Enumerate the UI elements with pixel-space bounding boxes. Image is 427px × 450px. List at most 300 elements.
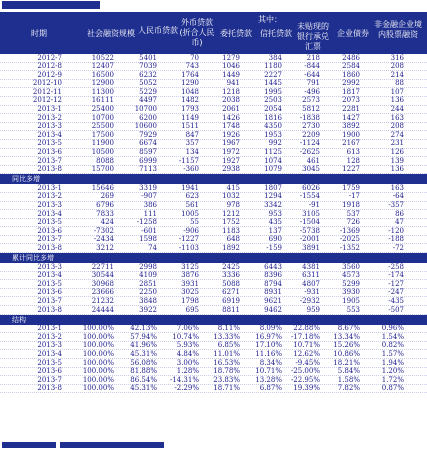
value-cell: 1860 bbox=[342, 70, 360, 79]
value-cell: 88 bbox=[395, 79, 404, 88]
value-cell: 139 bbox=[390, 156, 404, 165]
period-cell: 2012-7 bbox=[37, 53, 62, 62]
value-cell: 100.00% bbox=[82, 341, 114, 350]
value-cell: 1953 bbox=[264, 130, 282, 139]
value-cell: -25.00% bbox=[290, 367, 320, 376]
value-cell: 953 bbox=[268, 209, 282, 218]
period-cell: 2013-1 bbox=[37, 105, 62, 114]
value-cell: -258 bbox=[388, 262, 404, 271]
value-cell: 1905 bbox=[342, 296, 360, 305]
value-cell: 2573 bbox=[302, 96, 320, 105]
value-cell: 695 bbox=[185, 305, 199, 314]
value-cell: 15646 bbox=[91, 183, 114, 192]
value-cell: 30544 bbox=[91, 271, 114, 280]
period-cell: 2013-1 bbox=[37, 183, 62, 192]
value-cell: 2281 bbox=[342, 105, 360, 114]
value-cell: 553 bbox=[346, 305, 360, 314]
value-cell: 6200 bbox=[139, 113, 157, 122]
value-cell: 10500 bbox=[91, 148, 114, 157]
table-body bbox=[0, 54, 427, 393]
col-header: 未贴现的银行承兑汇票 bbox=[297, 22, 329, 51]
value-cell: 8811 bbox=[222, 305, 240, 314]
value-cell: -5738 bbox=[299, 226, 320, 235]
value-cell: 18.71% bbox=[213, 384, 240, 393]
period-cell: 2013-2 bbox=[37, 113, 62, 122]
period-cell: 2013-4 bbox=[37, 271, 62, 280]
value-cell: 1941 bbox=[181, 183, 199, 192]
value-cell: 1748 bbox=[222, 122, 240, 131]
value-cell: 18.78% bbox=[213, 367, 240, 376]
value-cell: 2054 bbox=[264, 105, 282, 114]
value-cell: 613 bbox=[346, 148, 360, 157]
period-cell: 2013-5 bbox=[37, 218, 62, 227]
period-cell: 2013-8 bbox=[37, 384, 62, 393]
value-cell: -1369 bbox=[339, 226, 360, 235]
value-cell: 1005 bbox=[181, 209, 199, 218]
title-block bbox=[2, 1, 100, 9]
value-cell: 3025 bbox=[181, 288, 199, 297]
value-cell: 1.94% bbox=[381, 358, 404, 367]
value-cell: -188 bbox=[388, 235, 404, 244]
value-cell: 3876 bbox=[181, 271, 199, 280]
value-cell: 111 bbox=[143, 209, 157, 218]
value-cell: 163 bbox=[390, 113, 404, 122]
value-cell: 2503 bbox=[264, 96, 282, 105]
value-cell: 1125 bbox=[264, 148, 282, 157]
value-cell: -64 bbox=[392, 192, 404, 201]
value-cell: 136 bbox=[390, 96, 404, 105]
value-cell: 3105 bbox=[302, 209, 320, 218]
period-cell: 2013-5 bbox=[37, 139, 62, 148]
value-cell: 1.20% bbox=[381, 367, 404, 376]
period-cell: 2013-2 bbox=[37, 332, 62, 341]
value-cell: 1294 bbox=[264, 192, 282, 201]
value-cell: 8597 bbox=[139, 148, 157, 157]
value-cell: 22711 bbox=[91, 262, 114, 271]
value-cell: 16.97% bbox=[255, 332, 282, 341]
value-cell: 25400 bbox=[91, 105, 114, 114]
value-cell: 5.93% bbox=[176, 341, 199, 350]
value-cell: 231 bbox=[390, 139, 404, 148]
period-cell: 2013-6 bbox=[37, 367, 62, 376]
value-cell: 5229 bbox=[139, 87, 157, 96]
value-cell: 100.00% bbox=[82, 367, 114, 376]
footer-bar bbox=[0, 438, 427, 450]
value-cell: -120 bbox=[388, 226, 404, 235]
value-cell: 3922 bbox=[139, 305, 157, 314]
period-cell: 2013-6 bbox=[37, 148, 62, 157]
value-cell: 24444 bbox=[91, 305, 114, 314]
value-cell: 17.10% bbox=[255, 341, 282, 350]
value-cell: 1.57% bbox=[381, 349, 404, 358]
value-cell: 7833 bbox=[96, 209, 114, 218]
value-cell: 11.16% bbox=[255, 349, 282, 358]
value-cell: 6919 bbox=[222, 296, 240, 305]
value-cell: 2250 bbox=[139, 288, 157, 297]
value-cell: 23.83% bbox=[213, 375, 240, 384]
value-cell: 3560 bbox=[342, 262, 360, 271]
value-cell: 1926 bbox=[222, 130, 240, 139]
value-cell: 4.84% bbox=[176, 349, 199, 358]
value-cell: 5.84% bbox=[337, 367, 360, 376]
period-cell: 2013-7 bbox=[37, 235, 62, 244]
value-cell: 8396 bbox=[264, 271, 282, 280]
value-cell: 41.96% bbox=[130, 341, 157, 350]
value-cell: 10522 bbox=[91, 53, 114, 62]
value-cell: 10.74% bbox=[172, 332, 199, 341]
value-cell: -1103 bbox=[178, 243, 199, 252]
value-cell: -2.29% bbox=[174, 384, 199, 393]
value-cell: 7.82% bbox=[337, 384, 360, 393]
value-cell: 1752 bbox=[222, 218, 240, 227]
value-cell: 1227 bbox=[342, 165, 360, 174]
value-cell: -17.18% bbox=[290, 332, 320, 341]
value-cell: 12900 bbox=[91, 79, 114, 88]
value-cell: -496 bbox=[304, 87, 320, 96]
value-cell: -174 bbox=[388, 271, 404, 280]
period-cell: 2013-3 bbox=[37, 122, 62, 131]
value-cell: 57.94% bbox=[130, 332, 157, 341]
value-cell: 11.01% bbox=[213, 349, 240, 358]
value-cell: 2998 bbox=[139, 262, 157, 271]
value-cell: 13.28% bbox=[255, 375, 282, 384]
value-cell: 8794 bbox=[264, 279, 282, 288]
value-cell: 126 bbox=[390, 148, 404, 157]
value-cell: 4381 bbox=[302, 262, 320, 271]
value-cell: -1227 bbox=[178, 235, 199, 244]
value-cell: 269 bbox=[100, 192, 114, 201]
value-cell: 1972 bbox=[222, 148, 240, 157]
value-cell: 1918 bbox=[342, 201, 360, 209]
value-cell: 8.09% bbox=[259, 324, 282, 333]
value-cell: -91 bbox=[308, 201, 320, 209]
period-cell: 2013-8 bbox=[37, 165, 62, 174]
value-cell: 1290 bbox=[181, 79, 199, 88]
value-cell: 100.00% bbox=[82, 375, 114, 384]
value-cell: 16.53% bbox=[213, 358, 240, 367]
value-cell: 3931 bbox=[181, 279, 199, 288]
value-cell: 100.00% bbox=[82, 349, 114, 358]
value-cell: -247 bbox=[388, 288, 404, 297]
value-cell: 1.58% bbox=[337, 375, 360, 384]
value-cell: 6999 bbox=[139, 156, 157, 165]
value-cell: 1967 bbox=[222, 139, 240, 148]
value-cell: 1048 bbox=[181, 87, 199, 96]
value-cell: -1352 bbox=[339, 243, 360, 252]
value-cell: 2038 bbox=[222, 96, 240, 105]
value-cell: 25500 bbox=[91, 122, 114, 131]
value-cell: 3342 bbox=[264, 201, 282, 209]
value-cell: 2209 bbox=[302, 130, 320, 139]
value-cell: 10.71% bbox=[293, 341, 320, 350]
value-cell: 8931 bbox=[264, 288, 282, 297]
value-cell: 16111 bbox=[91, 96, 114, 105]
value-cell: 5812 bbox=[302, 105, 320, 114]
section-header: 同比多增 bbox=[0, 174, 427, 184]
value-cell: 2073 bbox=[342, 96, 360, 105]
value-cell: 12.62% bbox=[293, 349, 320, 358]
period-cell: 2013-5 bbox=[37, 358, 62, 367]
value-cell: 45.31% bbox=[130, 384, 157, 393]
value-cell: -7302 bbox=[93, 226, 114, 235]
value-cell: -644 bbox=[304, 70, 320, 79]
value-cell: 6443 bbox=[264, 262, 282, 271]
value-cell: 12407 bbox=[91, 62, 114, 71]
value-cell: 19.39% bbox=[293, 384, 320, 393]
period-cell: 2012-10 bbox=[32, 79, 62, 88]
value-cell: -2434 bbox=[93, 235, 114, 244]
value-cell: 86.54% bbox=[130, 375, 157, 384]
value-cell: 11900 bbox=[91, 139, 114, 148]
value-cell: 791 bbox=[306, 79, 320, 88]
value-cell: 3.00% bbox=[176, 358, 199, 367]
value-cell: 1218 bbox=[222, 87, 240, 96]
value-cell: 959 bbox=[306, 305, 320, 314]
table-row bbox=[0, 385, 427, 394]
value-cell: 128 bbox=[346, 156, 360, 165]
value-cell: -1504 bbox=[299, 218, 320, 227]
value-cell: 1.28% bbox=[176, 367, 199, 376]
value-cell: 1427 bbox=[342, 113, 360, 122]
period-cell: 2013-7 bbox=[37, 156, 62, 165]
value-cell: 978 bbox=[226, 201, 240, 209]
period-cell: 2013-8 bbox=[37, 305, 62, 314]
value-cell: 537 bbox=[346, 209, 360, 218]
value-cell: -2025 bbox=[339, 235, 360, 244]
value-cell: 1817 bbox=[342, 87, 360, 96]
value-cell: 6311 bbox=[302, 271, 320, 280]
value-cell: 22.88% bbox=[293, 324, 320, 333]
value-cell: 1279 bbox=[222, 53, 240, 62]
value-cell: -844 bbox=[304, 62, 320, 71]
table-row bbox=[0, 244, 427, 253]
value-cell: 1079 bbox=[264, 165, 282, 174]
value-cell: -1258 bbox=[136, 218, 157, 227]
value-cell: 100.00% bbox=[82, 332, 114, 341]
value-cell: 1032 bbox=[222, 192, 240, 201]
value-cell: 1212 bbox=[222, 209, 240, 218]
value-cell: 3892 bbox=[342, 122, 360, 131]
footer-block bbox=[60, 442, 164, 448]
value-cell: 0.87% bbox=[381, 384, 404, 393]
header-note: 其中： bbox=[258, 15, 282, 24]
value-cell: 1.72% bbox=[381, 375, 404, 384]
value-cell: 1759 bbox=[342, 183, 360, 192]
value-cell: -2625 bbox=[299, 148, 320, 157]
section-header: 结构 bbox=[0, 315, 427, 325]
value-cell: -1838 bbox=[299, 113, 320, 122]
value-cell: 316 bbox=[390, 53, 404, 62]
col-header: 人民币贷款 bbox=[138, 26, 178, 35]
value-cell: 648 bbox=[226, 235, 240, 244]
value-cell: 23666 bbox=[91, 288, 114, 297]
col-header: 非金融企业境内股票融资 bbox=[374, 20, 422, 39]
value-cell: -22.95% bbox=[290, 375, 320, 384]
period-cell: 2013-6 bbox=[37, 288, 62, 297]
col-header: 社会融资规模 bbox=[87, 29, 135, 38]
value-cell: 6.87% bbox=[259, 384, 282, 393]
value-cell: 134 bbox=[185, 148, 199, 157]
value-cell: -2932 bbox=[299, 296, 320, 305]
value-cell: 0.82% bbox=[381, 341, 404, 350]
value-cell: 2992 bbox=[342, 79, 360, 88]
value-cell: 8088 bbox=[96, 156, 114, 165]
value-cell: 2938 bbox=[222, 165, 240, 174]
value-cell: 100.00% bbox=[82, 324, 114, 333]
value-cell: 1183 bbox=[222, 226, 240, 235]
value-cell: 56.08% bbox=[130, 358, 157, 367]
value-cell: 6026 bbox=[302, 183, 320, 192]
value-cell: 941 bbox=[226, 79, 240, 88]
table-row bbox=[0, 306, 427, 315]
value-cell: 4350 bbox=[264, 122, 282, 131]
value-cell: 8.11% bbox=[217, 324, 240, 333]
value-cell: 55 bbox=[190, 218, 199, 227]
financing-table bbox=[0, 12, 427, 393]
value-cell: 357 bbox=[185, 139, 199, 148]
value-cell: -1157 bbox=[178, 156, 199, 165]
value-cell: 13.33% bbox=[213, 332, 240, 341]
value-cell: 8.67% bbox=[337, 324, 360, 333]
value-cell: 208 bbox=[390, 62, 404, 71]
value-cell: 15.26% bbox=[333, 341, 360, 350]
value-cell: 13.34% bbox=[333, 332, 360, 341]
value-cell: -931 bbox=[304, 288, 320, 297]
value-cell: 1995 bbox=[264, 87, 282, 96]
value-cell: 2227 bbox=[264, 70, 282, 79]
value-cell: 623 bbox=[185, 192, 199, 201]
period-cell: 2013-8 bbox=[37, 243, 62, 252]
value-cell: 561 bbox=[185, 201, 199, 209]
value-cell: 1180 bbox=[264, 62, 282, 71]
value-cell: 9462 bbox=[264, 305, 282, 314]
value-cell: 137 bbox=[268, 226, 282, 235]
value-cell: 1149 bbox=[181, 113, 199, 122]
value-cell: 9621 bbox=[264, 296, 282, 305]
value-cell: 100.00% bbox=[82, 358, 114, 367]
title-bar bbox=[0, 0, 427, 12]
value-cell: 15700 bbox=[91, 165, 114, 174]
value-cell: 1807 bbox=[264, 183, 282, 192]
value-cell: -17 bbox=[348, 192, 360, 201]
value-cell: 7.06% bbox=[176, 324, 199, 333]
value-cell: 743 bbox=[185, 62, 199, 71]
value-cell: 1892 bbox=[222, 243, 240, 252]
value-cell: -1554 bbox=[299, 192, 320, 201]
value-cell: 2425 bbox=[222, 262, 240, 271]
period-cell: 2012-9 bbox=[37, 70, 62, 79]
period-cell: 2013-1 bbox=[37, 324, 62, 333]
value-cell: 1.54% bbox=[381, 332, 404, 341]
value-cell: 6674 bbox=[139, 139, 157, 148]
value-cell: 214 bbox=[390, 70, 404, 79]
value-cell: -14.31% bbox=[169, 375, 199, 384]
value-cell: 3848 bbox=[139, 296, 157, 305]
value-cell: 1074 bbox=[264, 156, 282, 165]
value-cell: 1900 bbox=[342, 130, 360, 139]
value-cell: 415 bbox=[226, 183, 240, 192]
value-cell: 1927 bbox=[222, 156, 240, 165]
value-cell: 5401 bbox=[139, 53, 157, 62]
col-header: 外币贷款(折合人民币) bbox=[179, 18, 215, 47]
value-cell: 5088 bbox=[222, 279, 240, 288]
value-cell: 244 bbox=[390, 105, 404, 114]
value-cell: 3336 bbox=[222, 271, 240, 280]
value-cell: 10.71% bbox=[255, 367, 282, 376]
period-cell: 2013-4 bbox=[37, 130, 62, 139]
value-cell: 7039 bbox=[139, 62, 157, 71]
value-cell: 1798 bbox=[181, 296, 199, 305]
value-cell: -1124 bbox=[299, 139, 320, 148]
value-cell: 2851 bbox=[139, 279, 157, 288]
value-cell: 847 bbox=[185, 130, 199, 139]
value-cell: 1482 bbox=[181, 96, 199, 105]
value-cell: 8.34% bbox=[259, 358, 282, 367]
value-cell: 208 bbox=[390, 122, 404, 131]
period-cell: 2013-5 bbox=[37, 279, 62, 288]
value-cell: 5299 bbox=[342, 279, 360, 288]
value-cell: 218 bbox=[306, 53, 320, 62]
value-cell: -159 bbox=[266, 243, 282, 252]
value-cell: 10600 bbox=[134, 122, 157, 131]
value-cell: -907 bbox=[141, 192, 157, 201]
value-cell: 6232 bbox=[139, 70, 157, 79]
section-header: 累计同比多增 bbox=[0, 253, 427, 263]
period-cell: 2012-11 bbox=[32, 87, 62, 96]
value-cell: 18.21% bbox=[333, 358, 360, 367]
value-cell: 17500 bbox=[91, 130, 114, 139]
value-cell: 74 bbox=[148, 243, 157, 252]
value-cell: 992 bbox=[268, 139, 282, 148]
col-header: 时期 bbox=[31, 29, 47, 38]
value-cell: 10.86% bbox=[333, 349, 360, 358]
period-cell: 2013-7 bbox=[37, 296, 62, 305]
value-cell: 107 bbox=[390, 87, 404, 96]
value-cell: 0.96% bbox=[381, 324, 404, 333]
value-cell: 10700 bbox=[134, 105, 157, 114]
value-cell: 42.13% bbox=[130, 324, 157, 333]
value-cell: -127 bbox=[388, 279, 404, 288]
value-cell: 6271 bbox=[222, 288, 240, 297]
col-header: 委托贷款 bbox=[220, 29, 252, 38]
value-cell: 1426 bbox=[222, 113, 240, 122]
value-cell: 386 bbox=[143, 201, 157, 209]
period-cell: 2013-7 bbox=[37, 375, 62, 384]
value-cell: 1449 bbox=[222, 70, 240, 79]
value-cell: -72 bbox=[392, 243, 404, 252]
period-cell: 2012-8 bbox=[37, 62, 62, 71]
value-cell: 86 bbox=[395, 209, 404, 218]
value-cell: 3930 bbox=[342, 288, 360, 297]
period-cell: 2013-2 bbox=[37, 192, 62, 201]
period-cell: 2013-6 bbox=[37, 226, 62, 235]
value-cell: 1793 bbox=[181, 105, 199, 114]
value-cell: 100.00% bbox=[82, 384, 114, 393]
value-cell: 1511 bbox=[181, 122, 199, 131]
value-cell: 7929 bbox=[139, 130, 157, 139]
value-cell: 461 bbox=[306, 156, 320, 165]
value-cell: 81.88% bbox=[130, 367, 157, 376]
value-cell: 45.31% bbox=[130, 349, 157, 358]
value-cell: 2486 bbox=[342, 53, 360, 62]
value-cell: 3045 bbox=[302, 165, 320, 174]
value-cell: 30968 bbox=[91, 279, 114, 288]
value-cell: 3891 bbox=[302, 243, 320, 252]
period-cell: 2013-3 bbox=[37, 262, 62, 271]
value-cell: 4807 bbox=[302, 279, 320, 288]
value-cell: 7113 bbox=[139, 165, 157, 174]
value-cell: 2061 bbox=[222, 105, 240, 114]
